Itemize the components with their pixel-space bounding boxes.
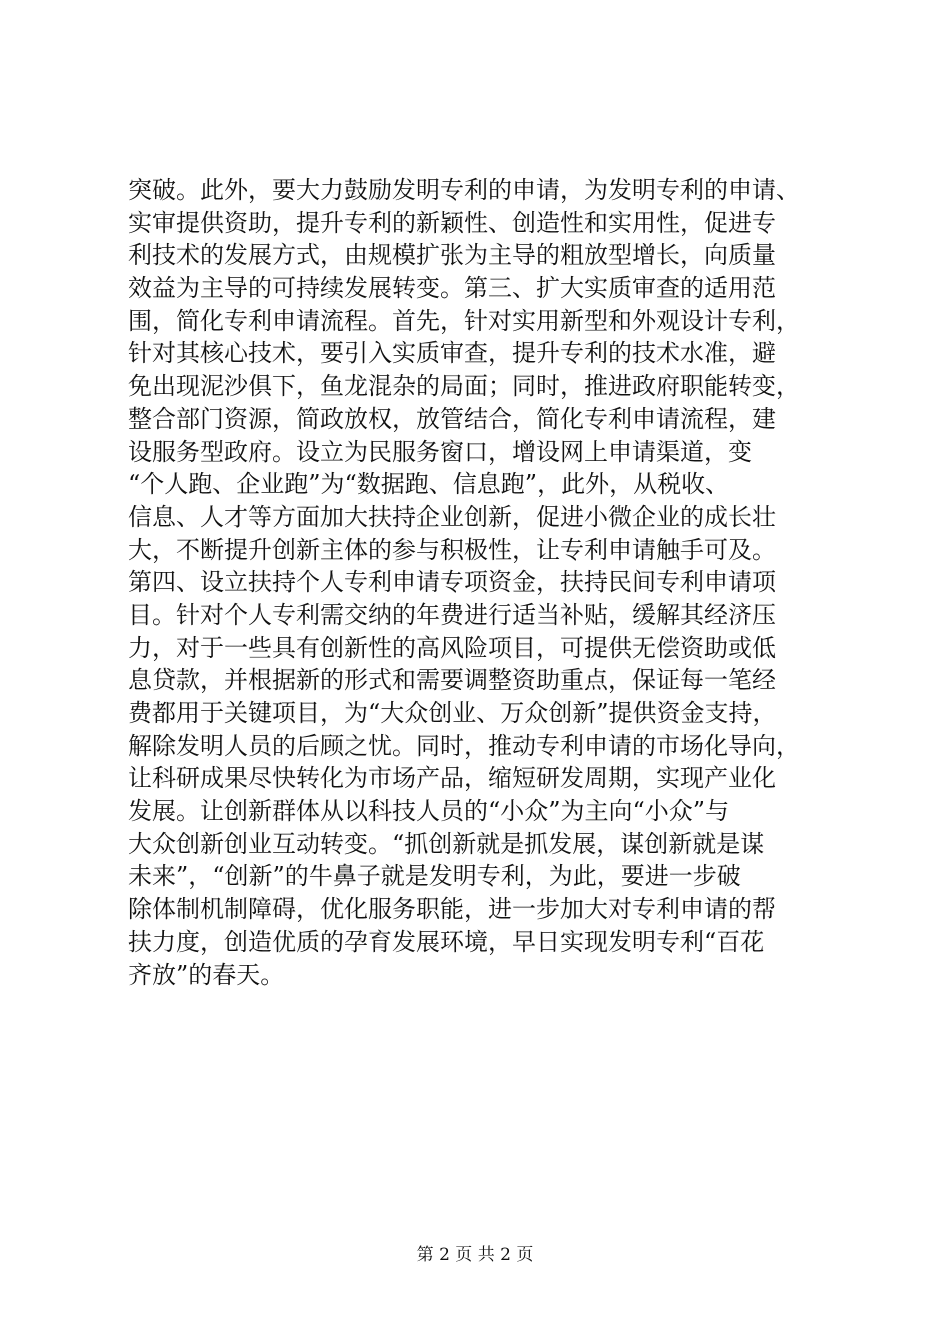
text-line: 设服务型政府。设立为民服务窗口，增设网上申请渠道，变 (128, 437, 752, 466)
text-line: 利技术的发展方式，由规模扩张为主导的粗放型增长，向质量 (128, 241, 776, 270)
text-line: 让科研成果尽快转化为市场产品，缩短研发周期，实现产业化 (128, 764, 776, 793)
text-line: “个人跑、企业跑”为“数据跑、信息跑”，此外，从税收、 (128, 470, 730, 499)
text-line: 实审提供资助，提升专利的新颖性、创造性和实用性，促进专 (128, 208, 776, 237)
text-line: 力，对于一些具有创新性的高风险项目，可提供无偿资助或低 (128, 633, 776, 662)
text-line: 突破。此外，要大力鼓励发明专利的申请，为发明专利的申请、 (128, 176, 800, 204)
text-line: 扶力度，创造优质的孕育发展环境，早日实现发明专利“百花 (128, 927, 765, 956)
text-line: 免出现泥沙俱下，鱼龙混杂的局面；同时，推进政府职能转变， (128, 372, 800, 401)
text-line: 信息、人才等方面加大扶持企业创新，促进小微企业的成长壮 (128, 502, 776, 531)
text-line: 解除发明人员的后顾之忧。同时，推动专利申请的市场化导向， (128, 731, 800, 760)
page-footer (0, 1245, 950, 1265)
text-line: 息贷款，并根据新的形式和需要调整资助重点，保证每一笔经 (128, 666, 776, 695)
text-line: 效益为主导的可持续发展转变。第三、扩大实质审查的适用范 (128, 274, 776, 303)
text-line: 第四、设立扶持个人专利申请专项资金，扶持民间专利申请项 (128, 568, 776, 597)
text-line: 齐放”的春天。 (128, 960, 285, 989)
text-line: 费都用于关键项目，为“大众创业、万众创新”提供资金支持， (128, 699, 777, 727)
text-line: 围，简化专利申请流程。首先，针对实用新型和外观设计专利， (128, 306, 800, 335)
text-line: 针对其核心技术，要引入实质审查，提升专利的技术水准，避 (128, 339, 776, 368)
text-line: 大，不断提升创新主体的参与积极性，让专利申请触手可及。 (128, 535, 776, 564)
text-line: 大众创新创业互动转变。“抓创新就是抓发展，谋创新就是谋 (128, 829, 765, 858)
body-paragraph (128, 174, 828, 991)
page-number-label: 第 2 页 共 2 页 (416, 1245, 534, 1265)
text-line: 未来”，“创新”的牛鼻子就是发明专利，为此，要进一步破 (128, 862, 741, 891)
text-line: 整合部门资源，简政放权，放管结合，简化专利申请流程，建 (128, 404, 776, 433)
text-line: 发展。让创新群体从以科技人员的“小众”为主向“小众”与 (128, 797, 730, 826)
text-line: 目。针对个人专利需交纳的年费进行适当补贴，缓解其经济压 (128, 600, 776, 629)
text-line: 除体制机制障碍，优化服务职能，进一步加大对专利申请的帮 (128, 895, 776, 924)
